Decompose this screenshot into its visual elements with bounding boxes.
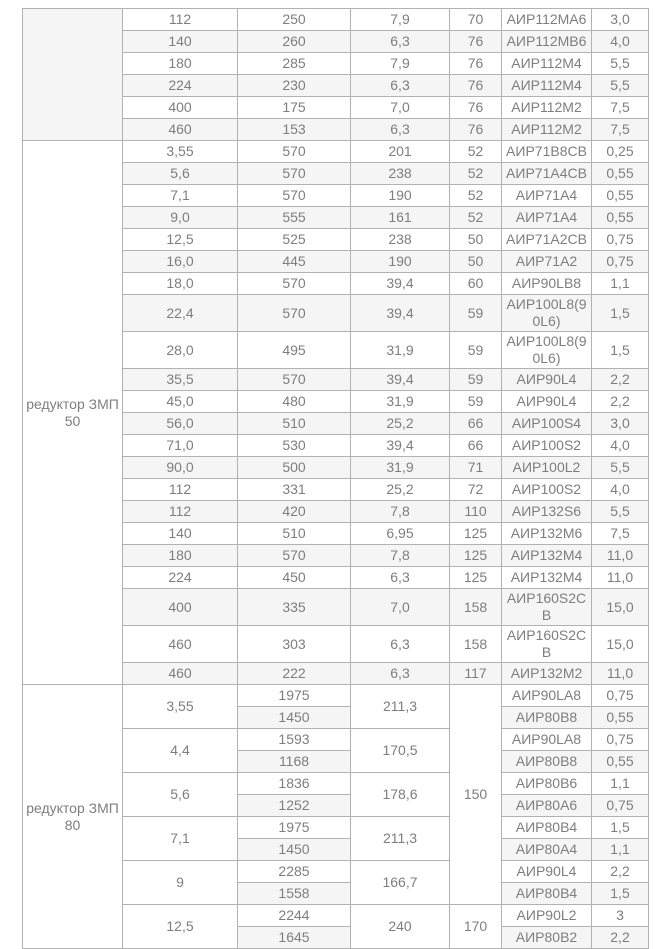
table-cell: АИР80В4 — [502, 817, 592, 839]
table-cell: АИР71А4СВ — [502, 163, 592, 185]
table-cell: 0,55 — [592, 163, 649, 185]
table-cell: АИР132S6 — [502, 501, 592, 523]
table-cell: 460 — [123, 626, 238, 663]
table-cell: 4,0 — [592, 435, 649, 457]
table-cell: 460 — [123, 119, 238, 141]
table-cell: 39,4 — [351, 369, 450, 391]
table-cell: 52 — [450, 207, 502, 229]
table-cell: 211,3 — [351, 817, 450, 861]
table-cell: 153 — [238, 119, 351, 141]
table-cell: 6,3 — [351, 119, 450, 141]
table-cell: 445 — [238, 251, 351, 273]
table-cell: АИР90L4 — [502, 391, 592, 413]
table-cell: 161 — [351, 207, 450, 229]
table-cell: 190 — [351, 185, 450, 207]
table-cell: 0,55 — [592, 751, 649, 773]
table-cell: 140 — [123, 523, 238, 545]
table-cell: 150 — [450, 685, 502, 905]
table-cell: 76 — [450, 53, 502, 75]
table-cell: 1836 — [238, 773, 351, 795]
table-cell: 570 — [238, 163, 351, 185]
table-cell: 400 — [123, 589, 238, 626]
table-cell: 4,0 — [592, 479, 649, 501]
table-cell: 335 — [238, 589, 351, 626]
table-cell: АИР132М4 — [502, 545, 592, 567]
table-row — [23, 685, 649, 707]
table-cell: 117 — [450, 663, 502, 685]
table-cell: 112 — [123, 479, 238, 501]
table-cell: 1558 — [238, 883, 351, 905]
table-cell: АИР90L2 — [502, 905, 592, 927]
table-cell: 1975 — [238, 685, 351, 707]
table-cell: 76 — [450, 75, 502, 97]
table-cell: АИР100S2 — [502, 479, 592, 501]
table-cell: АИР112М4 — [502, 53, 592, 75]
table-cell: АИР80А6 — [502, 795, 592, 817]
table-cell: АИР90L4 — [502, 369, 592, 391]
table-cell: 140 — [123, 31, 238, 53]
table-cell: 15,0 — [592, 626, 649, 663]
table-cell: 60 — [450, 273, 502, 295]
table-cell: 7,5 — [592, 119, 649, 141]
table-cell: 5,5 — [592, 75, 649, 97]
table-cell: АИР71А4 — [502, 207, 592, 229]
table-cell: 9,0 — [123, 207, 238, 229]
table-cell: 5,5 — [592, 457, 649, 479]
table-cell: АИР100S2 — [502, 435, 592, 457]
table-cell: 238 — [351, 163, 450, 185]
table-cell: 39,4 — [351, 273, 450, 295]
table-cell: 158 — [450, 589, 502, 626]
table-cell: 11,0 — [592, 567, 649, 589]
table-cell: 2,2 — [592, 927, 649, 949]
table-cell: 0,25 — [592, 141, 649, 163]
table-cell: 510 — [238, 413, 351, 435]
table-cell: 72 — [450, 479, 502, 501]
table-cell: 6,3 — [351, 31, 450, 53]
table-cell: 222 — [238, 663, 351, 685]
table-cell: 28,0 — [123, 332, 238, 369]
table-cell: 7,1 — [123, 817, 238, 861]
table-cell: 460 — [123, 663, 238, 685]
table-cell: 70 — [450, 9, 502, 31]
table-cell: 6,3 — [351, 663, 450, 685]
table-cell: АИР100L2 — [502, 457, 592, 479]
table-cell: 6,3 — [351, 75, 450, 97]
table-cell: 1450 — [238, 707, 351, 729]
gear-motor-spec-table — [22, 8, 649, 949]
table-cell: 0,55 — [592, 207, 649, 229]
table-cell: 238 — [351, 229, 450, 251]
table-cell: 31,9 — [351, 391, 450, 413]
table-cell: 31,9 — [351, 332, 450, 369]
table-cell: 50 — [450, 229, 502, 251]
table-cell: 5,5 — [592, 53, 649, 75]
table-cell: 125 — [450, 545, 502, 567]
table-cell: 12,5 — [123, 905, 238, 949]
table-cell: 224 — [123, 75, 238, 97]
table-cell: 110 — [450, 501, 502, 523]
table-cell: АИР90L4 — [502, 861, 592, 883]
table-cell: 3 — [592, 905, 649, 927]
table-cell: 530 — [238, 435, 351, 457]
table-cell: 230 — [238, 75, 351, 97]
table-cell: 178,6 — [351, 773, 450, 817]
table-cell: 4,0 — [592, 31, 649, 53]
table-cell: АИР132М6 — [502, 523, 592, 545]
table-cell: АИР90LB8 — [502, 273, 592, 295]
table-cell: 1975 — [238, 817, 351, 839]
table-cell: 45,0 — [123, 391, 238, 413]
table-cell: 570 — [238, 185, 351, 207]
table-cell: 25,2 — [351, 479, 450, 501]
table-cell: АИР80А4 — [502, 839, 592, 861]
table-cell: АИР132М4 — [502, 567, 592, 589]
table-cell: 1,5 — [592, 332, 649, 369]
table-cell: АИР112МА6 — [502, 9, 592, 31]
row-group-label: редуктор ЗМП 50 — [23, 141, 123, 685]
table-cell: 71 — [450, 457, 502, 479]
table-cell: 1593 — [238, 729, 351, 751]
table-cell: АИР80В2 — [502, 927, 592, 949]
table-cell: 0,55 — [592, 185, 649, 207]
table-cell: 90,0 — [123, 457, 238, 479]
table-cell: 570 — [238, 369, 351, 391]
table-cell: 175 — [238, 97, 351, 119]
table-cell: 1168 — [238, 751, 351, 773]
table-cell: 190 — [351, 251, 450, 273]
table-cell: 7,0 — [351, 589, 450, 626]
table-cell: 18,0 — [123, 273, 238, 295]
table-cell: 6,3 — [351, 567, 450, 589]
table-cell: 525 — [238, 229, 351, 251]
table-cell: 31,9 — [351, 457, 450, 479]
table-cell: 570 — [238, 273, 351, 295]
table-cell: 1645 — [238, 927, 351, 949]
table-cell: 3,55 — [123, 141, 238, 163]
table-cell: АИР132М2 — [502, 663, 592, 685]
table-cell: АИР90LA8 — [502, 685, 592, 707]
table-row — [23, 141, 649, 163]
table-cell: 76 — [450, 97, 502, 119]
table-cell: 76 — [450, 31, 502, 53]
table-cell: 11,0 — [592, 545, 649, 567]
row-group-label-continuation — [23, 9, 123, 141]
table-cell: 170,5 — [351, 729, 450, 773]
table-cell: 59 — [450, 369, 502, 391]
table-cell: 1,1 — [592, 839, 649, 861]
table-cell: 1252 — [238, 795, 351, 817]
table-cell: 1,1 — [592, 773, 649, 795]
table-cell: АИР100L8(90L6) — [502, 295, 592, 332]
table-cell: АИР71А2 — [502, 251, 592, 273]
table-cell: 2,2 — [592, 369, 649, 391]
table-cell: 166,7 — [351, 861, 450, 905]
table-cell: 510 — [238, 523, 351, 545]
table-cell: 3,0 — [592, 413, 649, 435]
table-cell: 15,0 — [592, 589, 649, 626]
table-cell: 12,5 — [123, 229, 238, 251]
table-cell: 0,55 — [592, 707, 649, 729]
table-cell: 66 — [450, 435, 502, 457]
table-cell: АИР90LA8 — [502, 729, 592, 751]
table-cell: 480 — [238, 391, 351, 413]
table-cell: 1,5 — [592, 883, 649, 905]
table-cell: 400 — [123, 97, 238, 119]
table-cell: АИР80В4 — [502, 883, 592, 905]
table-cell: 39,4 — [351, 435, 450, 457]
table-cell: 4,4 — [123, 729, 238, 773]
table-cell: АИР160S2СВ — [502, 589, 592, 626]
table-cell: 331 — [238, 479, 351, 501]
table-cell: 112 — [123, 501, 238, 523]
table-cell: 6,3 — [351, 626, 450, 663]
table-cell: 0,75 — [592, 229, 649, 251]
table-cell: АИР71А2СВ — [502, 229, 592, 251]
table-cell: 303 — [238, 626, 351, 663]
table-cell: 25,2 — [351, 413, 450, 435]
table-cell: 22,4 — [123, 295, 238, 332]
table-cell: 76 — [450, 119, 502, 141]
table-cell: 125 — [450, 523, 502, 545]
table-cell: 0,75 — [592, 685, 649, 707]
table-cell: 500 — [238, 457, 351, 479]
table-cell: 1,5 — [592, 817, 649, 839]
table-cell: АИР80В8 — [502, 751, 592, 773]
table-cell: 260 — [238, 31, 351, 53]
table-cell: 224 — [123, 567, 238, 589]
table-cell: 6,95 — [351, 523, 450, 545]
table-cell: 125 — [450, 567, 502, 589]
table-cell: 1,1 — [592, 273, 649, 295]
table-cell: 450 — [238, 567, 351, 589]
table-row — [23, 9, 649, 31]
table-cell: 59 — [450, 332, 502, 369]
table-cell: 180 — [123, 53, 238, 75]
table-cell: 2244 — [238, 905, 351, 927]
table-cell: 5,6 — [123, 163, 238, 185]
row-group-label: редуктор ЗМП 80 — [23, 685, 123, 949]
table-cell: 7,9 — [351, 9, 450, 31]
table-cell: АИР112М4 — [502, 75, 592, 97]
table-cell: 71,0 — [123, 435, 238, 457]
table-cell: АИР112М2 — [502, 97, 592, 119]
table-cell: 158 — [450, 626, 502, 663]
table-cell: 9 — [123, 861, 238, 905]
table-cell: 59 — [450, 391, 502, 413]
table-cell: 1,5 — [592, 295, 649, 332]
table-cell: 5,5 — [592, 501, 649, 523]
table-cell: АИР80В6 — [502, 773, 592, 795]
table-cell: 7,0 — [351, 97, 450, 119]
table-cell: 2,2 — [592, 861, 649, 883]
table-cell: АИР160S2СВ — [502, 626, 592, 663]
table-cell: 3,0 — [592, 9, 649, 31]
table-cell: 56,0 — [123, 413, 238, 435]
table-cell: 250 — [238, 9, 351, 31]
table-cell: АИР80В8 — [502, 707, 592, 729]
table-cell: АИР71В8СВ — [502, 141, 592, 163]
table-cell: АИР112М2 — [502, 119, 592, 141]
table-cell: 240 — [351, 905, 450, 949]
table-cell: АИР100L8(90L6) — [502, 332, 592, 369]
table-cell: 39,4 — [351, 295, 450, 332]
table-cell: 52 — [450, 141, 502, 163]
table-cell: 1450 — [238, 839, 351, 861]
table-cell: 570 — [238, 295, 351, 332]
table-cell: 495 — [238, 332, 351, 369]
table-cell: 201 — [351, 141, 450, 163]
table-cell: 0,75 — [592, 729, 649, 751]
table-cell: 112 — [123, 9, 238, 31]
table-cell: 7,8 — [351, 545, 450, 567]
table-cell: 570 — [238, 141, 351, 163]
table-cell: 7,1 — [123, 185, 238, 207]
table-cell: 7,8 — [351, 501, 450, 523]
table-cell: 16,0 — [123, 251, 238, 273]
table-cell: 170 — [450, 905, 502, 949]
table-cell: 3,55 — [123, 685, 238, 729]
table-cell: 0,75 — [592, 795, 649, 817]
table-cell: 211,3 — [351, 685, 450, 729]
table-cell: 420 — [238, 501, 351, 523]
table-cell: 0,75 — [592, 251, 649, 273]
table-cell: 52 — [450, 185, 502, 207]
table-cell: 7,5 — [592, 523, 649, 545]
table-cell: 2,2 — [592, 391, 649, 413]
table-cell: 66 — [450, 413, 502, 435]
table-cell: АИР112МВ6 — [502, 31, 592, 53]
table-cell: 52 — [450, 163, 502, 185]
table-cell: 570 — [238, 545, 351, 567]
table-cell: 50 — [450, 251, 502, 273]
table-cell: 7,5 — [592, 97, 649, 119]
table-cell: 7,9 — [351, 53, 450, 75]
table-cell: 35,5 — [123, 369, 238, 391]
table-cell: 285 — [238, 53, 351, 75]
table-cell: 5,6 — [123, 773, 238, 817]
table-cell: 555 — [238, 207, 351, 229]
table-cell: 2285 — [238, 861, 351, 883]
table-cell: 180 — [123, 545, 238, 567]
table-cell: АИР71А4 — [502, 185, 592, 207]
table-cell: АИР100S4 — [502, 413, 592, 435]
table-cell: 59 — [450, 295, 502, 332]
table-cell: 11,0 — [592, 663, 649, 685]
